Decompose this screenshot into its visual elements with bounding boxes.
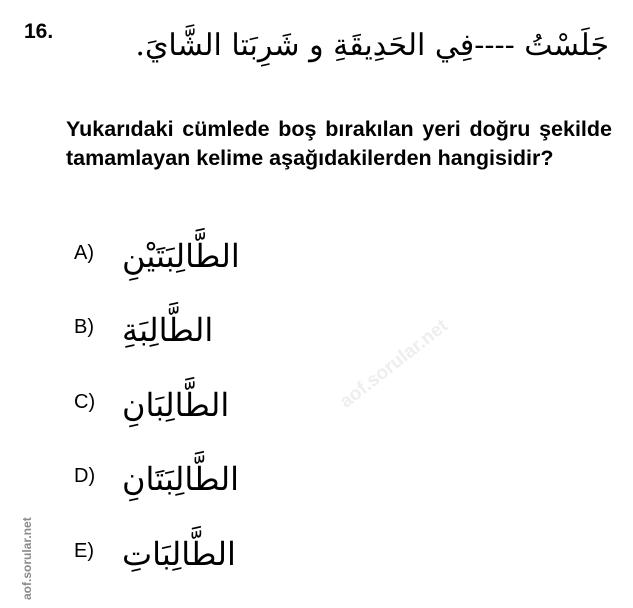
option-a-label: A) [74,242,94,264]
option-a[interactable] [74,228,374,288]
option-b-text: الطَّالِبَةِ [122,311,214,349]
option-c-text: الطَّالِبَانِ [122,386,230,424]
question-prompt: Yukarıdaki cümlede boş bırakılan yeri doğru şekilde tamamlayan kelime aşağıdakilerden hangisidir? [66,117,612,170]
option-a-text: الطَّالِبَتَيْنِ [122,237,240,275]
watermark-diagonal: aof.sorular.net [336,315,453,413]
arabic-sentence: جَلَسْتُ ----فِي الحَدِيقَةِ و شَرِبَتا الشَّايَ. [135,28,609,63]
option-b[interactable] [74,302,374,362]
option-d-label: D) [74,465,96,487]
question-number: 16. [24,20,54,43]
option-d[interactable] [74,451,374,511]
option-e[interactable] [74,526,374,586]
option-e-label: E) [74,540,94,562]
option-c-label: C) [74,391,96,413]
option-b-label: B) [74,316,94,338]
watermark-side: aof.sorular.net [20,517,34,600]
option-e-text: الطَّالِبَاتِ [122,535,236,573]
option-d-text: الطَّالِبَتَانِ [122,460,239,498]
option-c[interactable] [74,377,374,437]
